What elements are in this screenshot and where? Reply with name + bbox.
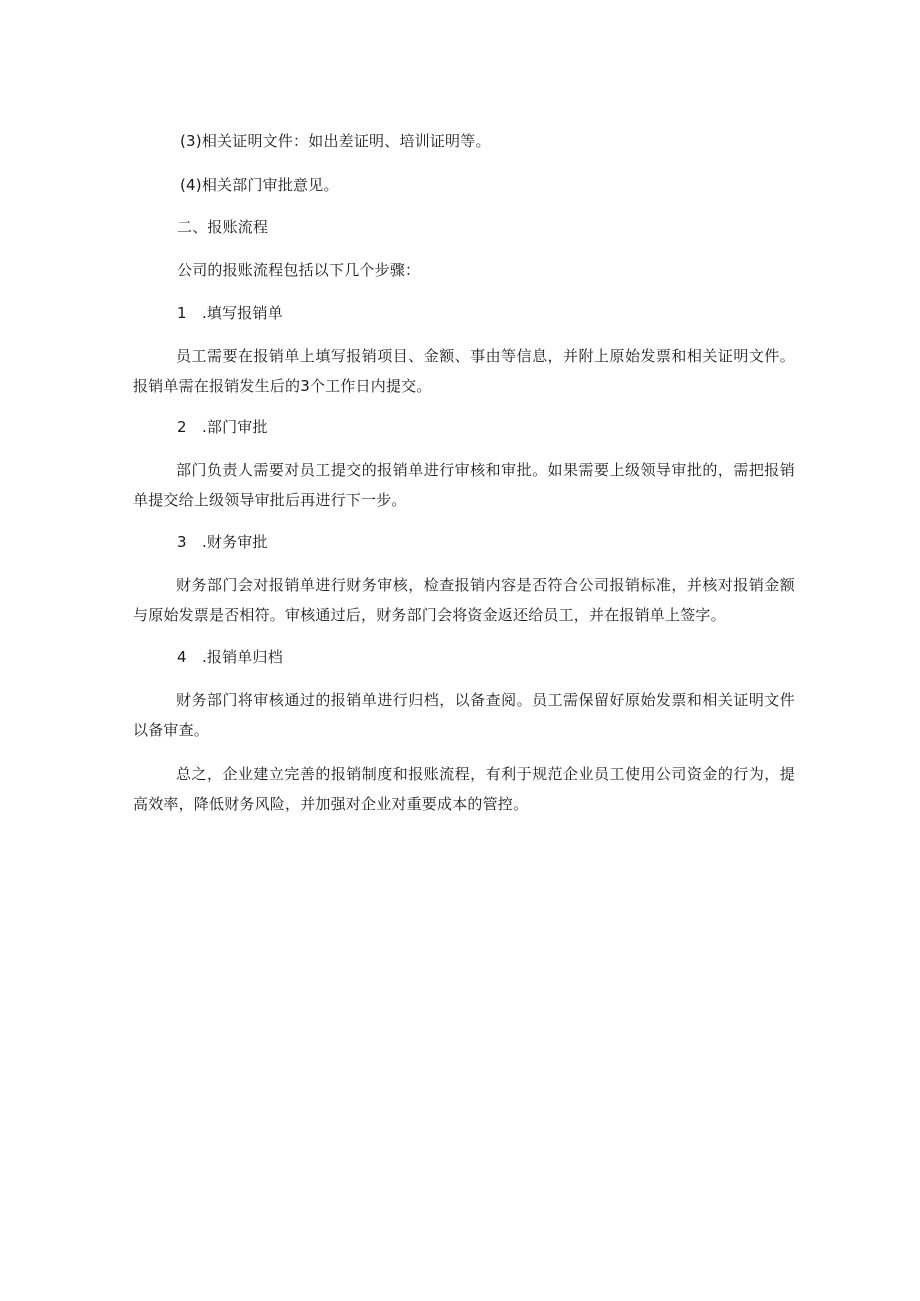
intro-text: 公司的报账流程包括以下几个步骤： <box>177 261 421 279</box>
step-body-department-approval: 部门负责人需要对员工提交的报销单进行审核和审批。如果需要上级领导审批的，需把报销单提交给上级领导审批后再进行下一步。 <box>133 461 795 509</box>
step-body-fill-form: 员工需要在报销单上填写报销项目、金额、事由等信息，并附上原始发票和相关证明文件。报销单需在报销发生后的3个工作日内提交。 <box>133 347 795 395</box>
step-heading-fill-form: 1 .填写报销单 <box>177 304 283 322</box>
list-item-department-approval: (4)相关部门审批意见。 <box>180 176 339 194</box>
step-heading-archive: 4 .报销单归档 <box>177 648 283 666</box>
list-item-supporting-documents: (3)相关证明文件：如出差证明、培训证明等。 <box>180 132 491 150</box>
step-heading-department-approval: 2 .部门审批 <box>177 418 268 436</box>
step-heading-finance-approval: 3 .财务审批 <box>177 533 268 551</box>
step-body-archive: 财务部门将审核通过的报销单进行归档，以备查阅。员工需保留好原始发票和相关证明文件以备审查。 <box>133 691 795 739</box>
conclusion-paragraph: 总之，企业建立完善的报销制度和报账流程，有利于规范企业员工使用公司资金的行为，提高效率，降低财务风险，并加强对企业对重要成本的管控。 <box>133 765 795 813</box>
section-heading: 二、报账流程 <box>177 218 269 236</box>
step-body-finance-approval: 财务部门会对报销单进行财务审核，检查报销内容是否符合公司报销标准，并核对报销金额与原始发票是否相符。审核通过后，财务部门会将资金返还给员工，并在报销单上签字。 <box>133 576 795 624</box>
